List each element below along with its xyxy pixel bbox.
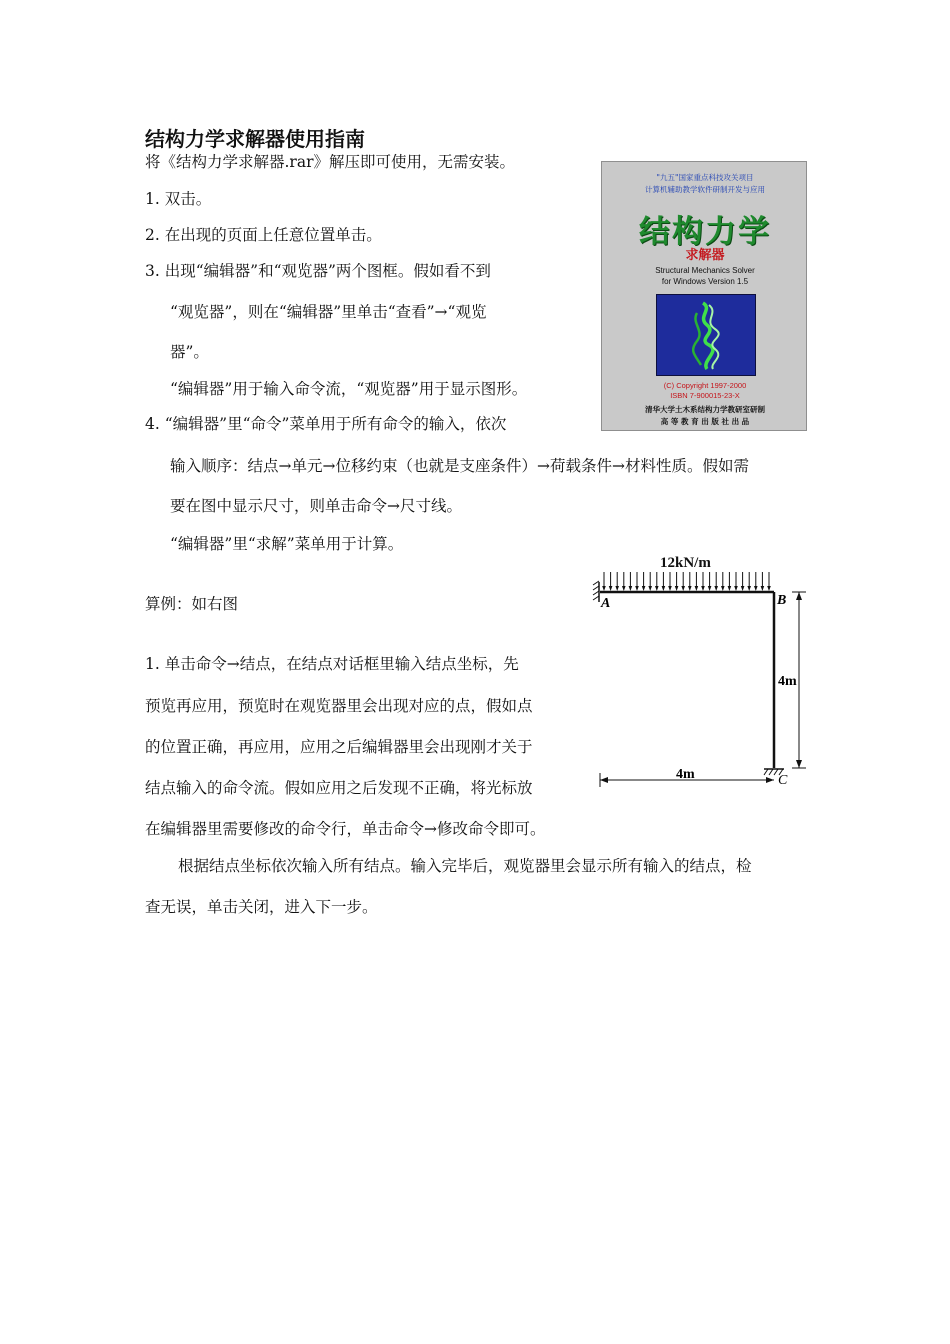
- load-arrow-head: [741, 586, 745, 591]
- load-arrow-head: [655, 586, 659, 591]
- load-arrow-head: [622, 586, 626, 591]
- step-3-line-4: “编辑器”用于输入命令流，“观览器”用于显示图形。: [170, 380, 528, 398]
- cover-subtitle: 求解器: [685, 248, 725, 263]
- cover-project-line: "九五"国家重点科技攻关项目: [656, 173, 754, 182]
- intro-text: 将《结构力学求解器.rar》解压即可使用，无需安装。: [145, 153, 515, 171]
- node-c-label: C: [778, 773, 788, 788]
- cover-english-title: Structural Mechanics Solver: [655, 266, 755, 275]
- step-3-line-1: 3. 出现“编辑器”和“观览器”两个图框。假如看不到: [145, 262, 491, 280]
- load-arrow-head: [675, 586, 679, 591]
- load-arrow-head: [602, 586, 606, 591]
- step-4-line-2: 输入顺序：结点→单元→位移约束（也就是支座条件）→荷载条件→材料性质。假如需: [170, 457, 749, 475]
- paragraph-line-2: 查无误，单击关闭，进入下一步。: [145, 898, 378, 916]
- page-title: 结构力学求解器使用指南: [145, 127, 365, 151]
- cover-version: for Windows Version 1.5: [661, 277, 749, 286]
- load-arrow-head: [747, 586, 751, 591]
- load-arrow-head: [629, 586, 633, 591]
- cover-organization: 清华大学土木系结构力学教研室研制: [645, 405, 765, 414]
- example-1-line-2: 预览再应用，预览时在观览器里会出现对应的点，假如点: [145, 697, 533, 715]
- support-a: [593, 581, 599, 602]
- load-arrow-head: [734, 586, 738, 591]
- load-arrow-head: [609, 586, 613, 591]
- load-arrow-head: [688, 586, 692, 591]
- example-1-line-1: 1. 单击命令→结点，在结点对话框里输入结点坐标，先: [145, 655, 519, 673]
- cover-project-line-2: 计算机辅助教学软件研制开发与应用: [645, 185, 765, 194]
- example-1-line-5: 在编辑器里需要修改的命令行，单击命令→修改命令即可。: [145, 820, 546, 838]
- width-label: 4m: [676, 767, 695, 782]
- load-arrow-head: [681, 586, 685, 591]
- node-b-label: B: [777, 593, 787, 608]
- cover-publisher: 高 等 教 育 出 版 社 出 品: [660, 417, 750, 426]
- step-4-line-1: 4. “编辑器”里“命令”菜单用于所有命令的输入，依次: [145, 415, 507, 433]
- distributed-load-arrows: [602, 572, 771, 591]
- load-arrow-head: [754, 586, 758, 591]
- step-3-line-2: “观览器”，则在“编辑器”里单击“查看”→“观览: [170, 303, 487, 321]
- step-1: 1. 双击。: [145, 190, 212, 208]
- load-label: 12kN/m: [660, 555, 711, 571]
- step-4-line-3: 要在图中显示尺寸，则单击命令→尺寸线。: [170, 497, 462, 515]
- cover-isbn: ISBN 7-900015-23-X: [670, 391, 740, 400]
- example-1-line-3: 的位置正确，再应用，应用之后编辑器里会出现刚才关于: [145, 738, 533, 756]
- step-4-line-4: “编辑器”里“求解”菜单用于计算。: [170, 535, 404, 553]
- load-arrow-head: [701, 586, 705, 591]
- load-arrow-head: [642, 586, 646, 591]
- node-a-label: A: [601, 596, 611, 611]
- cover-main-title: 结构力学: [639, 214, 771, 250]
- load-arrow-head: [767, 586, 771, 591]
- example-label: 算例：如右图: [145, 595, 239, 613]
- example-1-line-4: 结点输入的命令流。假如应用之后发现不正确，将光标放: [145, 779, 533, 797]
- frame-diagram: [592, 548, 812, 797]
- height-label: 4m: [778, 674, 797, 689]
- step-3-line-3: 器”。: [170, 343, 209, 361]
- load-arrow-head: [615, 586, 619, 591]
- load-arrow-head: [708, 586, 712, 591]
- load-arrow-head: [695, 586, 699, 591]
- load-arrow-head: [761, 586, 765, 591]
- cover-artwork: [656, 294, 756, 376]
- cover-copyright: (C) Copyright 1997-2000: [663, 381, 747, 390]
- load-arrow-head: [648, 586, 652, 591]
- load-arrow-head: [635, 586, 639, 591]
- software-cover-image: [601, 161, 807, 431]
- load-arrow-head: [721, 586, 725, 591]
- load-arrow-head: [662, 586, 666, 591]
- cover-squiggle-graphic: [657, 295, 755, 375]
- paragraph-line-1: 根据结点坐标依次输入所有结点。输入完毕后，观览器里会显示所有输入的结点，检: [178, 857, 752, 875]
- load-arrow-head: [714, 586, 718, 591]
- load-arrow-head: [728, 586, 732, 591]
- load-arrow-head: [668, 586, 672, 591]
- step-2: 2. 在出现的页面上任意位置单击。: [145, 226, 382, 244]
